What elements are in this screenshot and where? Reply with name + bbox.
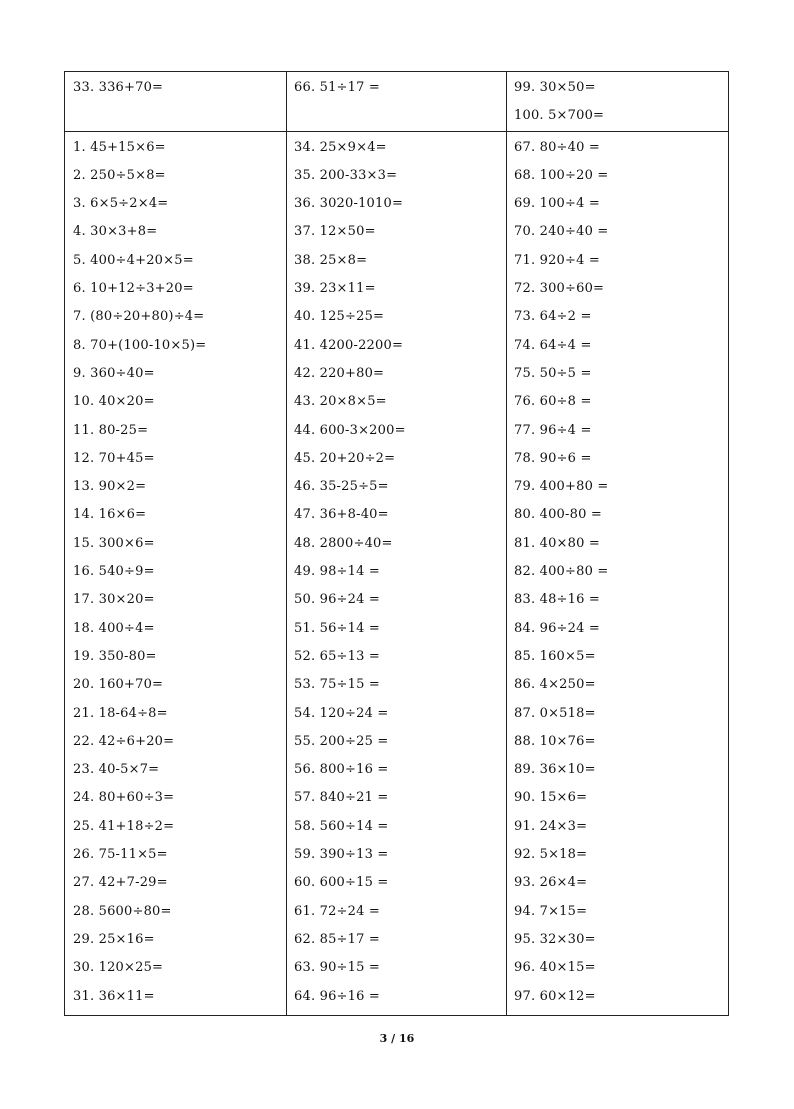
problem-item: 50. 96÷24 = xyxy=(294,592,381,608)
problem-item: 54. 120÷24 = xyxy=(294,705,389,721)
problem-item: 52. 65÷13 = xyxy=(294,648,381,664)
column-3 xyxy=(507,132,728,1015)
problem-item: 77. 96÷4 = xyxy=(514,422,592,438)
problem-item: 46. 35-25÷5= xyxy=(294,479,389,495)
problem-item: 16. 540÷9= xyxy=(73,564,155,580)
problem-item: 59. 390÷13 = xyxy=(294,847,389,863)
column-3 xyxy=(507,72,728,131)
problem-item: 20. 160+70= xyxy=(73,677,164,693)
problem-item: 31. 36×11= xyxy=(73,988,155,1004)
table-row-top xyxy=(65,72,728,132)
problem-item: 12. 70+45= xyxy=(73,450,155,466)
problem-item: 49. 98÷14 = xyxy=(294,564,381,580)
problem-item: 78. 90÷6 = xyxy=(514,450,592,466)
problem-item: 42. 220+80= xyxy=(294,365,385,381)
problem-item: 6. 10+12÷3+20= xyxy=(73,281,194,297)
column-1 xyxy=(65,132,287,1015)
problem-item: 27. 42+7-29= xyxy=(73,875,168,891)
problem-item: 15. 300×6= xyxy=(73,535,155,551)
problem-item: 29. 25×16= xyxy=(73,931,155,947)
problem-item: 34. 25×9×4= xyxy=(294,139,387,155)
problem-item: 60. 600÷15 = xyxy=(294,875,389,891)
problem-item: 89. 36×10= xyxy=(514,762,596,778)
problem-item: 66. 51÷17 = xyxy=(294,80,381,95)
problem-item: 45. 20+20÷2= xyxy=(294,450,396,466)
problem-item: 51. 56÷14 = xyxy=(294,620,381,636)
problem-item: 13. 90×2= xyxy=(73,479,147,495)
problem-item: 10. 40×20= xyxy=(73,394,155,410)
column-2 xyxy=(287,132,507,1015)
problem-item: 99. 30×50= xyxy=(514,80,596,95)
problem-item: 28. 5600÷80= xyxy=(73,903,172,919)
problem-item: 96. 40×15= xyxy=(514,960,596,976)
problem-item: 47. 36+8-40= xyxy=(294,507,389,523)
problem-item: 1. 45+15×6= xyxy=(73,139,166,155)
problem-item: 39. 23×11= xyxy=(294,281,376,297)
problem-item: 3. 6×5÷2×4= xyxy=(73,196,169,212)
problem-item: 30. 120×25= xyxy=(73,960,164,976)
problem-item: 82. 400÷80 = xyxy=(514,564,609,580)
exercise-table xyxy=(64,71,729,1016)
problem-item: 87. 0×518= xyxy=(514,705,596,721)
problem-item: 26. 75-11×5= xyxy=(73,847,168,863)
problem-item: 81. 40×80 = xyxy=(514,535,601,551)
problem-item: 69. 100÷4 = xyxy=(514,196,601,212)
problem-item: 91. 24×3= xyxy=(514,818,588,834)
problem-item: 21. 18-64÷8= xyxy=(73,705,168,721)
problem-item: 8. 70+(100-10×5)= xyxy=(73,337,207,353)
problem-item: 22. 42÷6+20= xyxy=(73,733,175,749)
problem-item: 62. 85÷17 = xyxy=(294,931,381,947)
problem-item: 7. (80÷20+80)÷4= xyxy=(73,309,205,325)
problem-item: 5. 400÷4+20×5= xyxy=(73,252,194,268)
problem-item: 11. 80-25= xyxy=(73,422,149,438)
problem-item: 100. 5×700= xyxy=(514,108,605,124)
problem-item: 88. 10×76= xyxy=(514,733,596,749)
problem-item: 67. 80÷40 = xyxy=(514,139,601,155)
problem-item: 90. 15×6= xyxy=(514,790,588,806)
problem-item: 86. 4×250= xyxy=(514,677,596,693)
problem-item: 4. 30×3+8= xyxy=(73,224,158,240)
problem-item: 41. 4200-2200= xyxy=(294,337,404,353)
problem-item: 17. 30×20= xyxy=(73,592,155,608)
problem-item: 2. 250÷5×8= xyxy=(73,167,166,183)
problem-item: 19. 350-80= xyxy=(73,648,157,664)
problem-item: 18. 400÷4= xyxy=(73,620,155,636)
problem-item: 25. 41+18÷2= xyxy=(73,818,175,834)
problem-item: 85. 160×5= xyxy=(514,648,596,664)
problem-item: 58. 560÷14 = xyxy=(294,818,389,834)
problem-item: 75. 50÷5 = xyxy=(514,365,592,381)
problem-item: 23. 40-5×7= xyxy=(73,762,160,778)
problem-item: 33. 336+70= xyxy=(73,80,164,95)
problem-item: 9. 360÷40= xyxy=(73,365,155,381)
problem-item: 48. 2800÷40= xyxy=(294,535,393,551)
table-row-main xyxy=(65,132,728,1015)
problem-item: 55. 200÷25 = xyxy=(294,733,389,749)
problem-item: 68. 100÷20 = xyxy=(514,167,609,183)
problem-item: 97. 60×12= xyxy=(514,988,596,1004)
problem-item: 72. 300÷60= xyxy=(514,281,605,297)
problem-item: 70. 240÷40 = xyxy=(514,224,609,240)
problem-item: 93. 26×4= xyxy=(514,875,588,891)
problem-item: 36. 3020-1010= xyxy=(294,196,404,212)
problem-item: 44. 600-3×200= xyxy=(294,422,406,438)
problem-item: 43. 20×8×5= xyxy=(294,394,387,410)
problem-item: 35. 200-33×3= xyxy=(294,167,398,183)
problem-item: 53. 75÷15 = xyxy=(294,677,381,693)
column-2 xyxy=(287,72,507,131)
problem-item: 64. 96÷16 = xyxy=(294,988,381,1004)
problem-item: 74. 64÷4 = xyxy=(514,337,592,353)
problem-item: 57. 840÷21 = xyxy=(294,790,389,806)
problem-item: 63. 90÷15 = xyxy=(294,960,381,976)
problem-item: 14. 16×6= xyxy=(73,507,147,523)
problem-item: 76. 60÷8 = xyxy=(514,394,592,410)
problem-item: 79. 400+80 = xyxy=(514,479,609,495)
problem-item: 95. 32×30= xyxy=(514,931,596,947)
column-1 xyxy=(65,72,287,131)
problem-item: 56. 800÷16 = xyxy=(294,762,389,778)
problem-item: 94. 7×15= xyxy=(514,903,588,919)
problem-item: 80. 400-80 = xyxy=(514,507,602,523)
problem-item: 37. 12×50= xyxy=(294,224,376,240)
page-number: 3 / 16 xyxy=(379,1032,415,1045)
problem-item: 40. 125÷25= xyxy=(294,309,385,325)
problem-item: 83. 48÷16 = xyxy=(514,592,601,608)
problem-item: 92. 5×18= xyxy=(514,847,588,863)
problem-item: 73. 64÷2 = xyxy=(514,309,592,325)
problem-item: 61. 72÷24 = xyxy=(294,903,381,919)
problem-item: 84. 96÷24 = xyxy=(514,620,601,636)
problem-item: 71. 920÷4 = xyxy=(514,252,601,268)
problem-item: 38. 25×8= xyxy=(294,252,368,268)
problem-item: 24. 80+60÷3= xyxy=(73,790,175,806)
